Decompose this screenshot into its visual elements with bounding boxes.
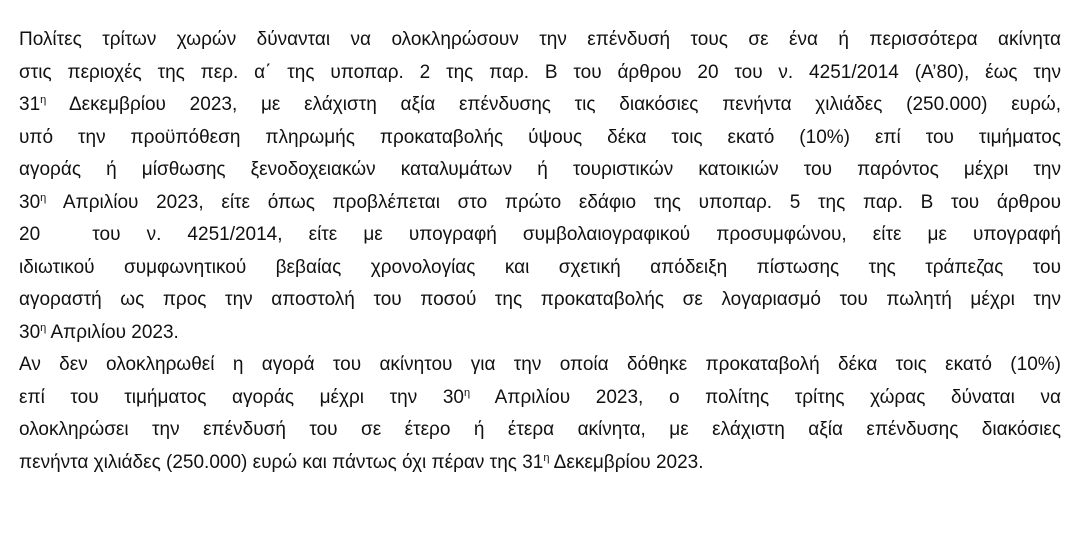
text-line — [19, 219, 1061, 252]
text-span: Απριλίου 2023. — [46, 321, 179, 343]
text-line — [19, 382, 1061, 415]
text-line — [19, 317, 1061, 350]
text-line — [19, 414, 1061, 447]
text-span: 30 — [19, 191, 41, 213]
ordinal-superscript: η — [40, 191, 47, 204]
text-span: Αν δεν ολοκληρωθεί η αγορά του ακίνητου για την οποία δόθηκε προκαταβολή δέκα τοις εκατό (10%) — [19, 354, 1061, 375]
text-line — [19, 447, 1061, 480]
text-line — [19, 187, 1061, 220]
text-span: ιδιωτικού συμφωνητικού βεβαίας χρονολογίας και σχετική απόδειξη πίστωσης της τράπεζας του — [19, 256, 1061, 278]
text-span: Απριλίου 2023, ο πολίτης τρίτης χώρας δύναται να — [470, 386, 1061, 408]
text-span: πενήντα χιλιάδες (250.000) ευρώ και πάντως όχι πέραν της 31 — [19, 451, 544, 473]
text-line — [19, 122, 1061, 155]
text-line — [19, 154, 1061, 187]
text-span: Δεκεμβρίου 2023. — [549, 451, 704, 473]
text-line — [19, 24, 1061, 57]
text-span: Δεκεμβρίου 2023, με ελάχιστη αξία επένδυσης τις διακόσιες πενήντα χιλιάδες (250.000) ευρώ, — [46, 94, 1061, 115]
text-span: αγοράς ή μίσθωσης ξενοδοχειακών καταλυμάτων ή τουριστικών κατοικιών του παρόντος μέχρι την — [19, 159, 1061, 180]
document-body — [19, 24, 1061, 479]
text-line — [19, 349, 1061, 382]
paragraph-2 — [19, 349, 1061, 479]
text-span: υπό την προϋπόθεση πληρωμής προκαταβολής ύψους δέκα τοις εκατό (10%) επί του τιμήματος — [19, 126, 1061, 148]
ordinal-superscript: η — [40, 94, 47, 106]
text-line — [19, 89, 1061, 122]
text-span: Απριλίου 2023, είτε όπως προβλέπεται στο πρώτο εδάφιο της υποπαρ. 5 της παρ. Β του άρθρου — [46, 191, 1061, 213]
text-span: επί του τιμήματος αγοράς μέχρι την 30 — [19, 386, 464, 408]
text-span: ολοκληρώσει την επένδυσή του σε έτερο ή έτερα ακίνητα, με ελάχιστη αξία επένδυσης διακόσιες — [19, 419, 1061, 440]
ordinal-superscript: η — [40, 321, 47, 334]
ordinal-superscript: η — [463, 386, 471, 399]
paragraph-1 — [19, 24, 1061, 349]
text-span: 30 — [19, 321, 41, 343]
text-span: 31 — [19, 94, 41, 115]
ordinal-superscript: η — [543, 451, 550, 464]
text-line — [19, 57, 1061, 90]
text-line — [19, 252, 1061, 285]
text-span: Πολίτες τρίτων χωρών δύνανται να ολοκληρώσουν την επένδυσή τους σε ένα ή περισσότερα ακίνητα — [19, 29, 1061, 50]
text-line — [19, 284, 1061, 317]
text-span: 20 του ν. 4251/2014, είτε με υπογραφή συμβολαιογραφικού προσυμφώνου, είτε με υπογραφή — [19, 224, 1061, 245]
text-span: αγοραστή ως προς την αποστολή του ποσού της προκαταβολής σε λογαριασμό του πωλητή μέχρι την — [19, 289, 1061, 310]
text-span: στις περιοχές της περ. α΄ της υποπαρ. 2 της παρ. Β του άρθρου 20 του ν. 4251/2014 (Α’80), έως την — [19, 61, 1061, 83]
